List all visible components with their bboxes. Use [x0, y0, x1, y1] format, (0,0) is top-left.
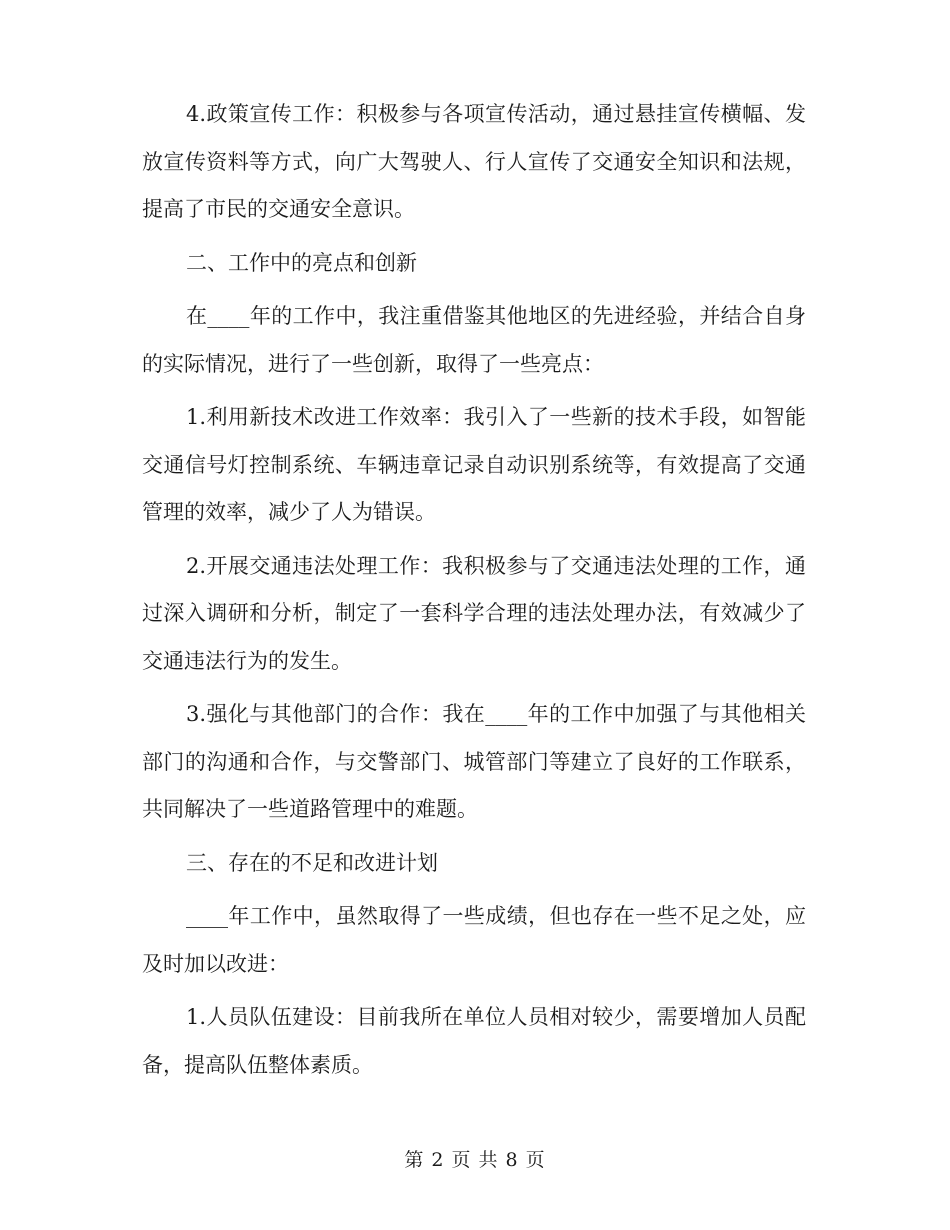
paragraph-violation-handling: 2.开展交通违法处理工作：我积极参与了交通违法处理的工作，通过深入调研和分析，制定了一套科学合理的违法处理办法，有效减少了交通违法行为的发生。: [142, 553, 806, 673]
document-body: [142, 91, 806, 1095]
paragraph-highlights-intro: 在____年的工作中，我注重借鉴其他地区的先进经验，并结合自身的实际情况，进行了一些创新，取得了一些亮点：: [142, 304, 806, 376]
page-number-footer: 第 2 页 共 8 页: [404, 1149, 546, 1171]
paragraph-shortcomings-intro: ____年工作中，虽然取得了一些成绩，但也存在一些不足之处，应及时加以改进：: [142, 904, 806, 976]
paragraph-staffing: 1.人员队伍建设：目前我所在单位人员相对较少，需要增加人员配备，提高队伍整体素质。: [142, 1005, 806, 1077]
section-heading-shortcomings: 三、存在的不足和改进计划: [186, 850, 438, 875]
paragraph-department-cooperation: 3.强化与其他部门的合作：我在____年的工作中加强了与其他相关部门的沟通和合作，与交警部门、城管部门等建立了良好的工作联系，共同解决了一些道路管理中的难题。: [142, 702, 806, 821]
paragraph-policy-publicity: 4.政策宣传工作：积极参与各项宣传活动，通过悬挂宣传横幅、发放宣传资料等方式，向广大驾驶人、行人宣传了交通安全知识和法规，提高了市民的交通安全意识。: [142, 102, 806, 221]
section-heading-highlights: 二、工作中的亮点和创新: [186, 250, 417, 275]
paragraph-new-technology: 1.利用新技术改进工作效率：我引入了一些新的技术手段，如智能交通信号灯控制系统、车辆违章记录自动识别系统等，有效提高了交通管理的效率，减少了人为错误。: [142, 405, 806, 524]
